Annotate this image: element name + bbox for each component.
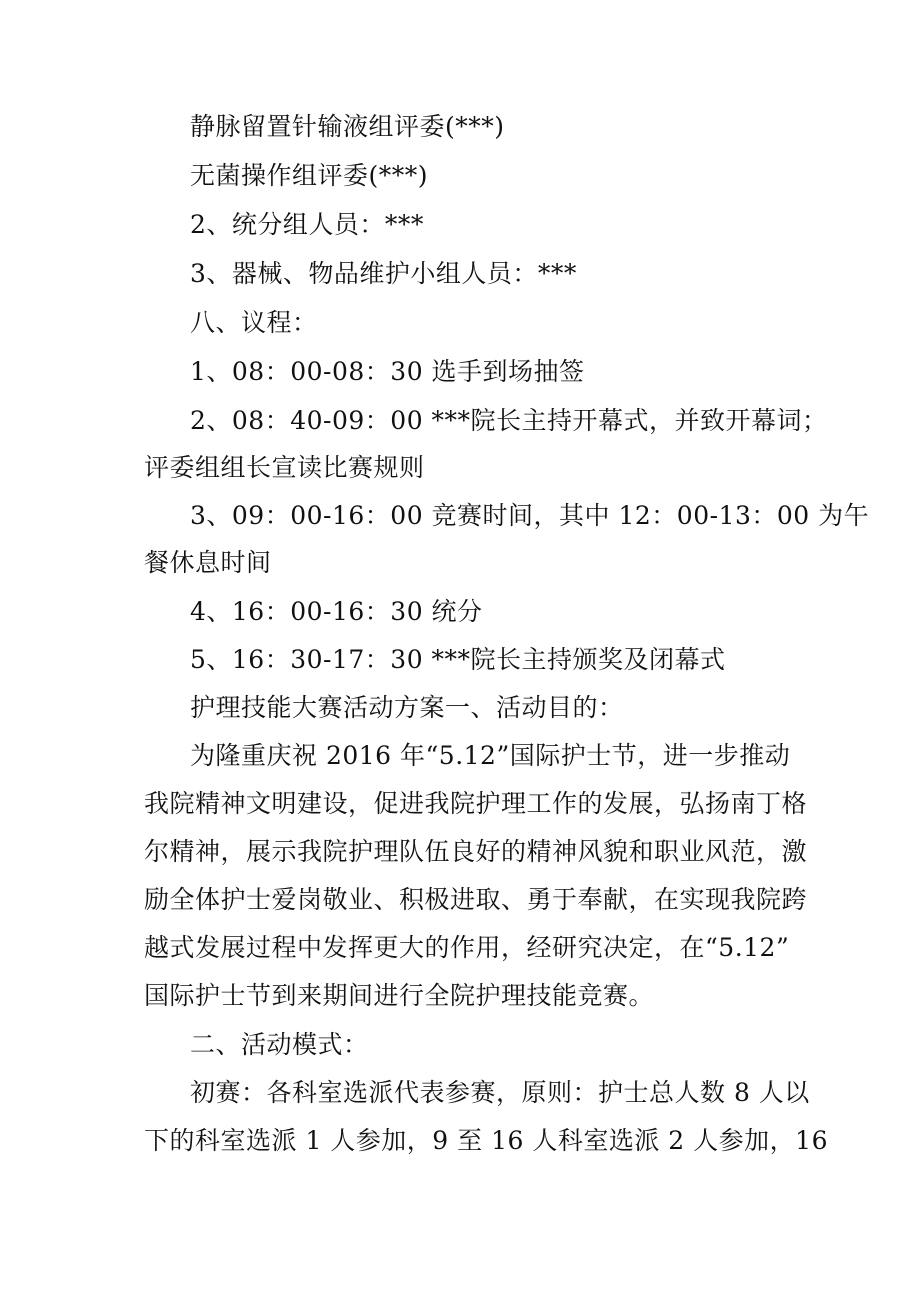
text-line: 护理技能大赛活动方案一、活动目的： [190, 693, 624, 722]
text-line: 静脉留置针输液组评委(***) [190, 112, 505, 141]
paragraph-line: 我院精神文明建设，促进我院护理工作的发展，弘扬南丁格 [144, 789, 808, 818]
text-line: 3、09：00-16：00 竞赛时间，其中 12：00-13：00 为午 [190, 501, 870, 530]
text-line: 3、器械、物品维护小组人员：*** [190, 259, 577, 288]
text-line: 2、08：40-09：00 ***院长主持开幕式，并致开幕词； [190, 406, 828, 435]
text-line: 评委组组长宣读比赛规则 [144, 453, 425, 482]
text-line: 无菌操作组评委(***) [190, 161, 429, 190]
paragraph-line: 初赛：各科室选派代表参赛，原则：护士总人数 8 人以 [190, 1078, 810, 1107]
section-heading: 八、议程： [190, 308, 318, 337]
paragraph-line: 越式发展过程中发挥更大的作用，经研究决定，在“5.12” [144, 933, 790, 962]
text-line: 4、16：00-16：30 统分 [190, 597, 483, 626]
paragraph-line: 励全体护士爱岗敬业、积极进取、勇于奉献，在实现我院跨 [144, 885, 808, 914]
text-line: 5、16：30-17：30 ***院长主持颁奖及闭幕式 [190, 645, 726, 674]
text-line: 1、08：00-08：30 选手到场抽签 [190, 357, 585, 386]
paragraph-line: 下的科室选派 1 人参加，9 至 16 人科室选派 2 人参加，16 [144, 1126, 828, 1155]
paragraph-line: 尔精神，展示我院护理队伍良好的精神风貌和职业风范，激 [144, 837, 808, 866]
paragraph-line: 国际护士节到来期间进行全院护理技能竞赛。 [144, 981, 655, 1010]
text-line: 2、统分组人员：*** [190, 210, 424, 239]
paragraph-line: 为隆重庆祝 2016 年“5.12”国际护士节，进一步推动 [190, 741, 791, 770]
section-heading: 二、活动模式： [190, 1030, 369, 1059]
text-line: 餐休息时间 [144, 548, 272, 577]
